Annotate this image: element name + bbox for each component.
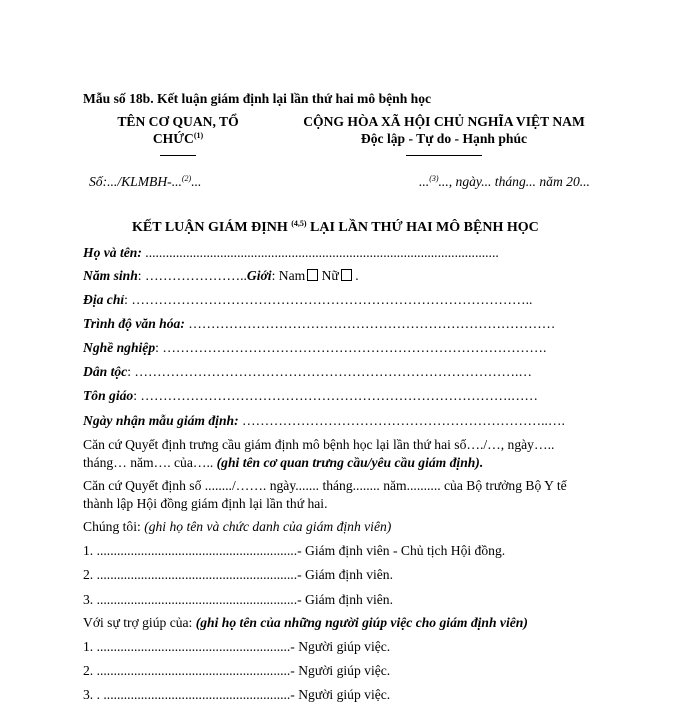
examiner-row-1: 1. ...........................................................- Giám định viên - Chủ tịch Hội đồng.	[83, 543, 506, 558]
main-title: KẾT LUẬN GIÁM ĐỊNH $^{(4,5)}$ LẠI LẦN THỨ HAI MÔ BỆNH HỌC	[132, 219, 539, 235]
national-title: CỘNG HÒA XÃ HỘI CHỦ NGHĨA VIỆT NAM	[303, 114, 585, 129]
form-code-title: Mẫu số 18b. Kết luận giám định lại lần thứ hai mô bệnh học	[83, 91, 432, 106]
male-checkbox[interactable]	[307, 269, 318, 281]
national-motto: Độc lập - Tự do - Hạnh phúc	[360, 131, 528, 146]
motto-underline	[406, 155, 482, 156]
assistant-row-1: 1. .........................................................- Người giúp việc.	[83, 639, 391, 654]
assistant-row-3: 3. . .......................................................- Người giúp việc.	[83, 687, 391, 702]
agency-underline	[160, 155, 196, 156]
examiner-row-3: 3. ...........................................................- Giám định viên.	[83, 592, 393, 607]
field-religion: Tôn giáo: ……………………………………………………………………….……	[83, 388, 539, 403]
basis-decision-line2: thành lập Hội đồng giám định lại lần thứ hai.	[83, 496, 328, 511]
field-address: Địa chỉ: ……………………………………………………………………………..	[83, 292, 533, 307]
assistants-intro: Với sự trợ giúp của: (ghi họ tên của những người giúp việc cho giám định viên)	[83, 615, 528, 630]
agency-name-line1: TÊN CƠ QUAN, TỔ	[117, 114, 239, 129]
field-sample-date: Ngày nhận mẫu giám định: …………………………………………………………..….	[83, 413, 565, 428]
basis-decision-line1: Căn cứ Quyết định số ......../……. ngày....... tháng........ năm.......... của Bộ trưởng Bộ Y tế	[83, 478, 567, 493]
agency-name-line2: CHỨC$^{(1)}$	[152, 131, 204, 146]
basis-request-line1: Căn cứ Quyết định trưng cầu giám định mô bệnh học lại lần thứ hai số…./…, ngày…..	[83, 437, 555, 452]
place-date: ...$^{(3)}$..., ngày... tháng... năm 20...	[419, 174, 590, 189]
field-birth-year-gender: Năm sinh: …………………..Giới: Nam Nữ .	[83, 268, 359, 283]
field-education: Trình độ văn hóa: ………………………………………………………………………	[83, 316, 556, 331]
basis-request-line2: tháng… năm…. của….. (ghi tên cơ quan trưng cầu/yêu cầu giám định).	[83, 455, 484, 470]
assistant-row-2: 2. .........................................................- Người giúp việc.	[83, 663, 391, 678]
female-checkbox[interactable]	[341, 269, 352, 281]
field-occupation: Nghề nghiệp: ………………………………………………………………………….	[83, 340, 547, 355]
examiners-intro: Chúng tôi: (ghi họ tên và chức danh của giám định viên)	[83, 519, 392, 534]
examiner-row-2: 2. ...........................................................- Giám định viên.	[83, 567, 393, 582]
field-full-name: Họ và tên: ........................................................................................................	[83, 245, 499, 260]
field-ethnicity: Dân tộc: ………………………………………………………………………….…	[83, 364, 532, 379]
document-number: Số:.../KLMBH-...$^{(2)}$...	[89, 174, 202, 189]
